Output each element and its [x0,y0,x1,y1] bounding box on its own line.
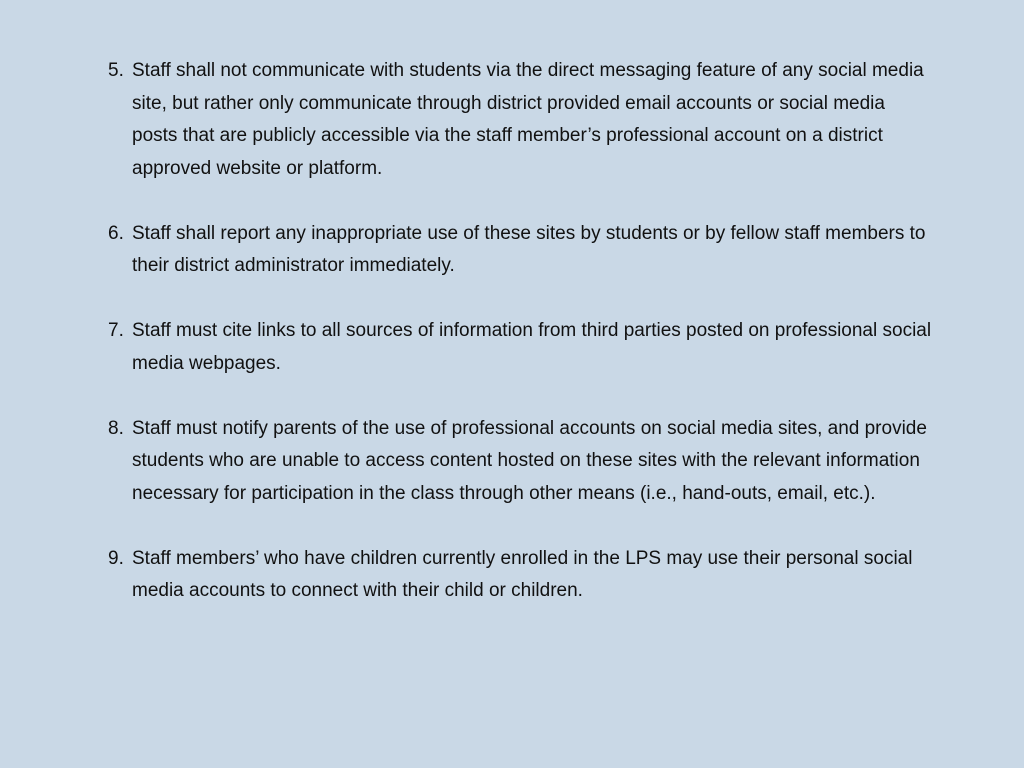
item-text: Staff shall not communicate with students via the direct messaging feature of any social media site, but rather only communicate through district provided email accounts or social media posts that are publicly accessible via the staff member’s professional account on a district approved website or platform. [132,60,924,179]
policy-item-9 [108,543,944,608]
policy-item-8 [108,413,944,511]
item-number: 6. [108,222,124,244]
policy-item-7 [108,315,944,380]
item-number: 7. [108,320,124,341]
item-text: Staff shall report any inappropriate use of these sites by students or by fellow staff members to their district administrator immediately. [132,222,926,276]
policy-item-6 [108,218,944,283]
item-text: Staff must notify parents of the use of professional accounts on social media sites, and provide students who are unable to access content hosted on these sites with the relevant information necessary for participation in the class through other means (i.e., hand-outs, email, etc.). [132,417,927,504]
item-text: Staff must cite links to all sources of information from third parties posted on professional social media webpages. [132,320,932,374]
item-text: Staff members’ who have children currently enrolled in the LPS may use their personal social media accounts to connect with their child or children. [132,547,913,601]
policy-list [108,55,944,608]
item-number: 5. [108,60,124,81]
item-number: 9. [108,547,124,569]
policy-item-5 [108,55,944,185]
item-number: 8. [108,417,124,439]
